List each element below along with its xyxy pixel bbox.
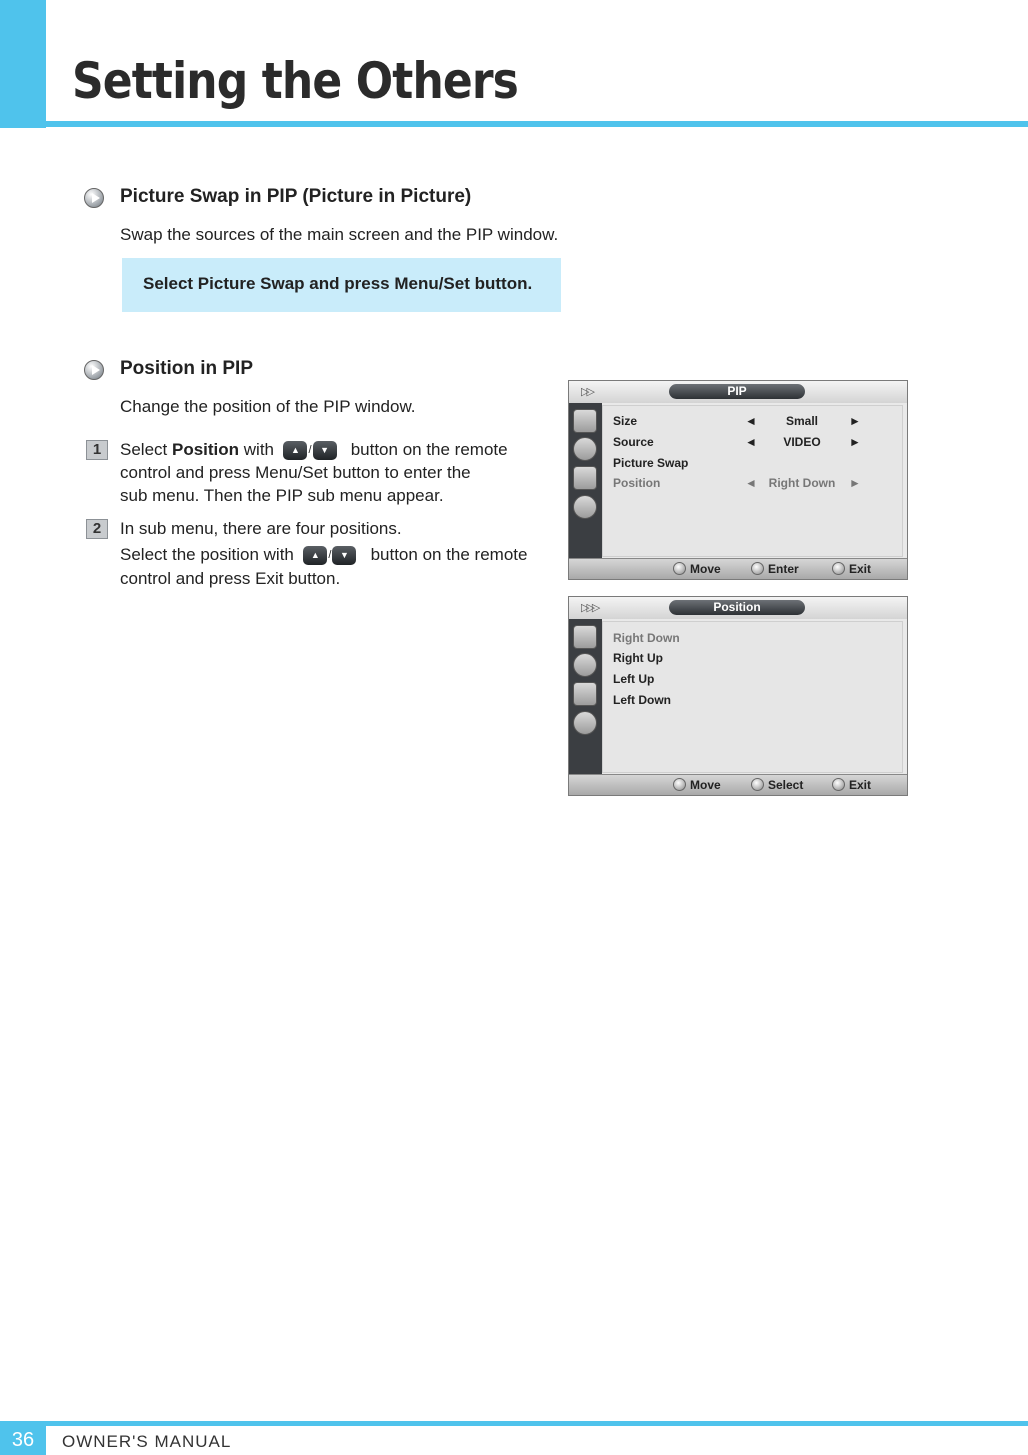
down-button-icon: ▼ (332, 546, 356, 565)
osd-position-option: Left Down (613, 693, 671, 707)
right-arrow-icon: ► (849, 435, 861, 449)
header-rule (46, 121, 1028, 127)
osd-footer (569, 558, 907, 579)
osd-breadcrumb-arrows-icon: ▷▷ (581, 386, 592, 398)
slash-separator: / (308, 444, 312, 457)
step-keyword: Position (171, 440, 240, 459)
section-body-picture-swap: Swap the sources of the main screen and the PIP window. (120, 225, 559, 244)
step-text: with (239, 440, 275, 459)
osd-row-source-value: VIDEO (783, 435, 821, 449)
step-1-line-3: sub menu. Then the PIP sub menu appear. (120, 486, 444, 505)
osd-footer-move-label: Move (690, 778, 721, 792)
osd-pip-menu (568, 380, 908, 580)
slash-separator: / (328, 549, 332, 562)
page-title: Setting the Others (72, 52, 518, 110)
up-button-icon: ▲ (303, 546, 327, 565)
select-button-icon (751, 778, 764, 791)
step-1-line-2: control and press Menu/Set button to enter the (120, 463, 471, 482)
osd-menu-tab: PIP (669, 384, 805, 399)
footer-label: OWNER'S MANUAL (62, 1432, 232, 1451)
timer-clock-icon (573, 495, 597, 519)
step-2-line-2 (120, 543, 527, 567)
timer-clock-icon (573, 711, 597, 735)
osd-position-option: Left Up (613, 672, 655, 686)
step-number: 2 (86, 519, 108, 539)
picture-menu-icon (573, 625, 597, 649)
osd-row-picture-swap: Picture Swap (613, 456, 689, 470)
step-2-line-3: control and press Exit button. (120, 569, 341, 588)
right-arrow-icon: ► (849, 476, 861, 490)
osd-footer-select (751, 778, 803, 792)
osd-position-option: Right Up (613, 651, 663, 665)
header-accent-bar (0, 0, 46, 128)
osd-title-bar (569, 381, 907, 403)
step-text: Select (120, 440, 172, 459)
sound-menu-icon (573, 653, 597, 677)
osd-footer-exit-label: Exit (849, 562, 872, 576)
left-arrow-icon: ◄ (745, 414, 757, 428)
osd-footer-select-label: Select (768, 778, 804, 792)
section-heading-position: Position in PIP (120, 358, 254, 379)
osd-sidebar (569, 619, 602, 774)
move-button-icon (673, 562, 686, 575)
right-arrow-icon: ► (849, 414, 861, 428)
section-heading-picture-swap: Picture Swap in PIP (Picture in Picture) (120, 186, 472, 207)
step-text: button on the remote (370, 545, 528, 564)
exit-button-icon (832, 562, 845, 575)
osd-footer-exit (832, 778, 871, 792)
osd-footer-enter (751, 562, 799, 576)
osd-title-bar (569, 597, 907, 619)
osd-position-menu (568, 596, 908, 796)
osd-footer-exit (832, 562, 871, 576)
osd-footer-exit-label: Exit (849, 778, 872, 792)
up-button-icon: ▲ (283, 441, 307, 460)
step-text: button on the remote (350, 440, 508, 459)
exit-button-icon (832, 778, 845, 791)
osd-footer (569, 774, 907, 795)
setup-tools-icon (573, 682, 597, 706)
left-arrow-icon: ◄ (745, 435, 757, 449)
osd-menu-tab: Position (669, 600, 805, 615)
down-button-icon: ▼ (313, 441, 337, 460)
sound-menu-icon (573, 437, 597, 461)
instruction-callout-text: Select Picture Swap and press Menu/Set button. (143, 274, 533, 293)
osd-row-source-label: Source (613, 435, 654, 449)
enter-button-icon (751, 562, 764, 575)
picture-menu-icon (573, 409, 597, 433)
move-button-icon (673, 778, 686, 791)
step-number: 1 (86, 440, 108, 460)
footer-rule (0, 1421, 1028, 1426)
step-1-line-1 (120, 438, 508, 462)
osd-position-option: Right Down (613, 631, 680, 645)
osd-footer-move (673, 562, 721, 576)
osd-footer-enter-label: Enter (768, 562, 799, 576)
step-text: Select the position with (120, 545, 294, 564)
osd-sidebar (569, 403, 602, 558)
section-body-position: Change the position of the PIP window. (120, 397, 416, 416)
osd-footer-move-label: Move (690, 562, 721, 576)
osd-row-size-label: Size (613, 414, 638, 428)
section-bullet-icon (84, 360, 104, 380)
osd-footer-move (673, 778, 721, 792)
osd-breadcrumb-arrows-icon: ▷▷▷ (581, 602, 598, 614)
osd-row-position-label: Position (613, 476, 661, 490)
page-number: 36 (0, 1426, 46, 1455)
step-2-line-1: In sub menu, there are four positions. (120, 519, 402, 538)
osd-row-size-value: Small (785, 414, 818, 428)
left-arrow-icon: ◄ (745, 476, 757, 490)
section-bullet-icon (84, 188, 104, 208)
osd-row-position-value: Right Down (768, 476, 836, 490)
setup-tools-icon (573, 466, 597, 490)
